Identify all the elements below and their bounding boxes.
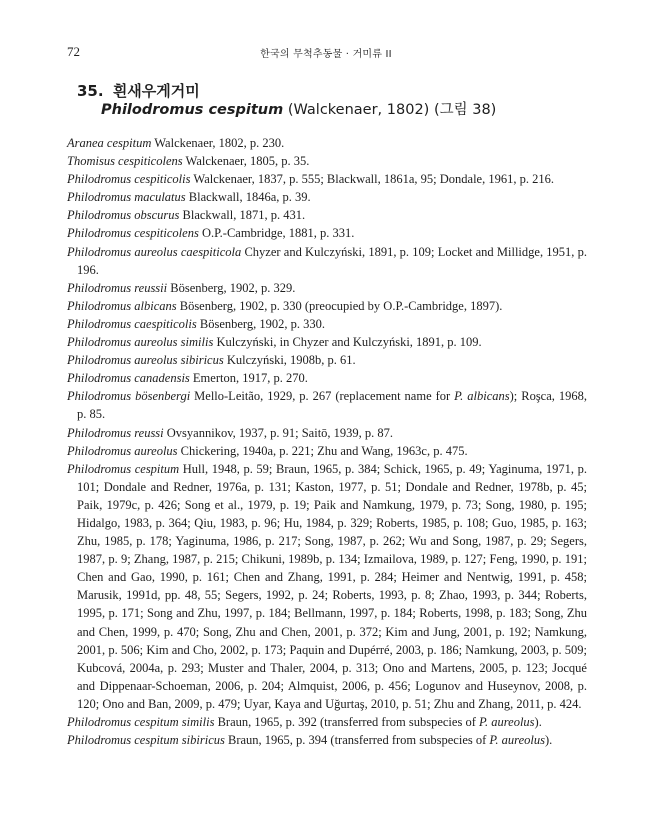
figure-reference: (그림 38) bbox=[433, 102, 497, 118]
synonym-entry bbox=[67, 369, 587, 387]
synonym-citation: Ovsyannikov, 1937, p. 91; Saitō, 1939, p. 87. bbox=[163, 425, 394, 440]
synonym-name: Philodromus aureolus bbox=[67, 443, 178, 458]
synonym-name: Philodromus cespiticolens bbox=[67, 226, 199, 241]
synonym-citation: Chickering, 1940a, p. 221; Zhu and Wang, 1963c, p. 475. bbox=[177, 443, 468, 458]
species-title bbox=[101, 98, 496, 119]
synonym-citation: Walckenaer, 1805, p. 35. bbox=[182, 154, 310, 169]
species-authority: (Walckenaer, 1802) bbox=[287, 102, 430, 118]
synonym-citation: Walckenaer, 1802, p. 230. bbox=[151, 136, 285, 150]
synonym-entry bbox=[67, 224, 587, 242]
synonym-entry bbox=[67, 297, 587, 315]
synonym-citation: Mello-Leitão, 1929, p. 267 (replacement name for bbox=[190, 389, 455, 404]
synonym-entry bbox=[67, 243, 587, 279]
synonym-name: Aranea cespitum bbox=[67, 136, 152, 150]
synonym-name: Philodromus maculatus bbox=[67, 190, 186, 205]
synonym-name: Philodromus aureolus caespiticola bbox=[67, 244, 242, 259]
synonym-name: Philodromus obscurus bbox=[67, 208, 180, 223]
synonym-name: Philodromus caespiticolis bbox=[67, 316, 197, 331]
synonym-name: Philodromus reussi bbox=[67, 425, 164, 440]
synonym-citation: Braun, 1965, p. 392 (transferred from subspecies of bbox=[214, 715, 479, 729]
synonym-name: Philodromus cespiticolis bbox=[67, 172, 191, 187]
synonym-name: Philodromus aureolus similis bbox=[67, 335, 214, 350]
synonym-entry bbox=[67, 152, 587, 170]
synonym-name: Philodromus reussii bbox=[67, 280, 168, 295]
synonym-entry bbox=[67, 731, 587, 749]
synonym-citation: Blackwall, 1846a, p. 39. bbox=[185, 190, 311, 205]
synonym-citation: Walckenaer, 1837, p. 555; Blackwall, 1861a, 95; Dondale, 1961, p. 216. bbox=[190, 172, 554, 187]
synonym-name: Philodromus cespitum sibiricus bbox=[67, 733, 225, 748]
synonym-citation: Bösenberg, 1902, p. 330 (preocupied by O.P.-Cambridge, 1897). bbox=[176, 298, 503, 313]
synonym-entry bbox=[67, 170, 587, 188]
synonym-entry bbox=[67, 460, 587, 713]
synonym-citation: Chyzer and Kulczyński, 1891, p. 109; Locket and Millidge, 1951, p. 196. bbox=[77, 244, 588, 277]
species-number: 35. bbox=[77, 82, 104, 100]
synonym-citation: Bösenberg, 1902, p. 329. bbox=[167, 280, 296, 295]
synonym-citation-tail: ). bbox=[544, 733, 553, 748]
synonym-entry bbox=[67, 333, 587, 351]
synonym-citation: Braun, 1965, p. 394 (transferred from subspecies of bbox=[224, 733, 490, 748]
synonym-name: Philodromus canadensis bbox=[67, 371, 190, 386]
synonym-citation: Blackwall, 1871, p. 431. bbox=[179, 208, 306, 223]
synonym-referenced-name: P. albicans bbox=[454, 389, 510, 404]
synonym-name: Philodromus aureolus sibiricus bbox=[67, 353, 224, 368]
synonym-citation: Emerton, 1917, p. 270. bbox=[189, 371, 308, 386]
synonym-citation-tail: ). bbox=[534, 715, 542, 729]
synonym-entry bbox=[67, 279, 587, 297]
synonym-referenced-name: P. aureolus bbox=[489, 733, 545, 748]
synonym-entry bbox=[67, 387, 587, 423]
page-number: 72 bbox=[67, 44, 80, 59]
species-scientific-name: Philodromus cespitum bbox=[101, 102, 284, 118]
synonym-entry bbox=[67, 134, 587, 152]
synonym-name: Philodromus bösenbergi bbox=[67, 389, 191, 404]
running-head: 한국의 무척추동물 · 거미류 II bbox=[260, 49, 392, 60]
synonym-name: Philodromus cespitum similis bbox=[67, 715, 215, 729]
synonym-entry bbox=[67, 713, 587, 731]
synonym-citation: Kulczyński, in Chyzer and Kulczyński, 1891, p. 109. bbox=[213, 335, 482, 350]
synonym-entry bbox=[67, 424, 587, 442]
synonym-entry bbox=[67, 442, 587, 460]
species-korean-name: 흰새우게거미 bbox=[112, 82, 200, 100]
synonymy-list bbox=[67, 134, 587, 749]
synonym-entry bbox=[67, 351, 587, 369]
synonym-citation: Bösenberg, 1902, p. 330. bbox=[196, 316, 325, 331]
synonym-entry bbox=[67, 206, 587, 224]
synonym-citation-tail: ); Roşca, 1968, p. 85. bbox=[77, 389, 587, 422]
synonym-name: Philodromus cespitum bbox=[67, 461, 180, 476]
synonym-entry bbox=[67, 188, 587, 206]
synonym-citation: Hull, 1948, p. 59; Braun, 1965, p. 384; Schick, 1965, p. 49; Yaginuma, 1971, p. 101; Dondale and Redner, 1976a, p. 131; Kaston, 1977, p. 51; Dondale and Redner, 1978b, p. 45; Paik, 1979c, p. 426; Song et al., 1979, p. 19; Paik and Namkung, 1979, p. 73; Song, 1980, p. 195; Hidalgo, 1983, p. 364; Qiu, 1983, p. 96; Hu, 1984, p. 329; Roberts, 1985, p. 108; Guo, 1985, p. 163; Zhu, 1985, p. 178; Yaginuma, 1986, p. 217; Song, 1987, p. 262; Wu and Song, 1987, p. 29; Segers, 1987, p. 9; Zhang, 1987, p. 215; Chikuni, 1989b, p. 134; Izmailova, 1989, p. 127; Feng, 1990, p. 191; Chen and Gao, 1990, p. 161; Chen and Zhang, 1991, p. 284; Heimer and Nentwig, 1991, p. 458; Marusik, 1991d, pp. 48, 55; Segers, 1992, p. 24; Roberts, 1993, p. 8; Zhao, 1993, p. 344; Roberts, 1995, p. 171; Song and Zhu, 1997, p. 184; Bellmann, 1997, p. 184; Roberts, 1998, p. 183; Song, Zhu and Chen, 1999, p. 470; Song, Zhu and Chen, 2001, p. 372; Kim and Jung, 2001, p. 192; Namkung, 2001, p. 506; Kim and Cho, 2002, p. 173; Paquin and Dupérré, 2003, p. 186; Namkung, 2003, p. 509; Kubcová, 2004a, p. 293; Muster and Thaler, 2004, p. 313; Ono and Martens, 2005, p. 123; Jocqué and Dippenaar-Schoeman, 2006, p. 204; Almquist, 2006, p. 456; Logunov and Huseynov, 2008, p. 120; Ono and Ban, 2009, p. 479; Uyar, Kaya and Uğurtaş, 2010, p. 51; Zhu and Zhang, 2011, p. 424. bbox=[77, 461, 587, 711]
synonym-referenced-name: P. aureolus bbox=[478, 715, 535, 729]
synonym-citation: O.P.-Cambridge, 1881, p. 331. bbox=[198, 226, 355, 241]
synonym-entry bbox=[67, 315, 587, 333]
synonym-citation: Kulczyński, 1908b, p. 61. bbox=[223, 353, 356, 368]
synonym-name: Thomisus cespiticolens bbox=[67, 154, 183, 169]
synonym-name: Philodromus albicans bbox=[67, 298, 177, 313]
